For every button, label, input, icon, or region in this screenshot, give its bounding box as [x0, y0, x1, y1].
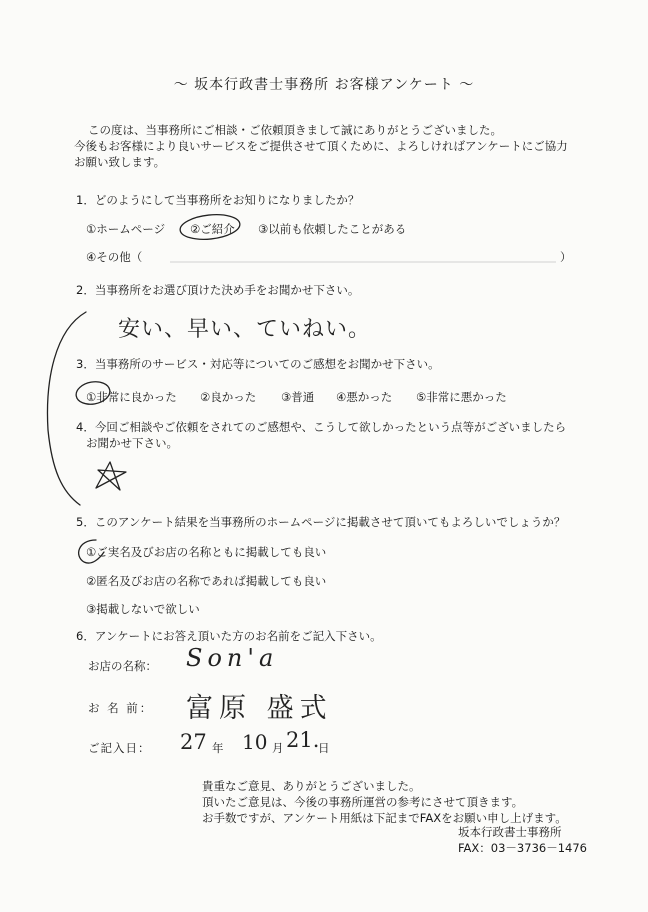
date-month-value: 10: [242, 730, 268, 754]
q5-option-do-not-publish: ③掲載しないで欲しい: [86, 602, 200, 616]
q2-handwritten-answer: 安い、早い、ていねい。: [118, 317, 372, 342]
intro-line-3: お願い致します。: [74, 155, 166, 169]
q2-question: 2．当事務所をお選び頂けた決め手をお聞かせ下さい。: [76, 283, 360, 297]
date-day-value: 21.: [286, 728, 320, 752]
q5-option-anonymous: ②匿名及びお店の名称であれば掲載しても良い: [86, 574, 327, 588]
q1-option-repeat: ③以前も依頼したことがある: [258, 222, 407, 236]
q1-option-referral: ②ご紹介: [190, 222, 235, 236]
q1-option-homepage: ①ホームページ: [86, 222, 166, 236]
q3-question: 3．当事務所のサービス・対応等についてのご感想をお聞かせ下さい。: [76, 357, 440, 371]
q3-option-bad: ④悪かった: [336, 390, 393, 404]
office-fax: FAX：03－3736－1476: [458, 841, 587, 855]
q5-question: 5．このアンケート結果を当事務所のホームページに掲載させて頂いてもよろしいでしょうか？: [76, 515, 566, 529]
q1-question: 1．どのようにして当事務所をお知りになりましたか？: [76, 193, 360, 207]
q5-option-real-name: ①ご実名及びお店の名称ともに掲載しても良い: [86, 545, 327, 559]
office-name: 坂本行政書士事務所: [458, 825, 562, 839]
date-label: ご記入日：: [88, 741, 151, 755]
person-name-value: 富原 盛式: [186, 693, 333, 724]
year-unit: 年: [212, 741, 224, 755]
q3-option-good: ②良かった: [200, 390, 257, 404]
person-name-label: お 名 前：: [88, 701, 154, 715]
q1-option-other: ④その他（: [86, 250, 143, 264]
intro-line-2: 今後もお客様により良いサービスをご提供させて頂くために、よろしければアンケートにご協力: [74, 139, 568, 153]
date-year-value: 27: [180, 730, 207, 754]
q3-option-average: ③普通: [281, 390, 315, 404]
q6-question: 6．アンケートにお答え頂いた方のお名前をご記入下さい。: [76, 629, 382, 643]
shop-name-label: お店の名称：: [88, 659, 157, 673]
q1-other-close: ）: [560, 250, 572, 264]
closing-line-3: お手数ですが、アンケート用紙は下記までFAXをお願い申し上げます。: [202, 811, 567, 825]
page-title: ～ 坂本行政書士事務所 お客様アンケート ～: [173, 77, 475, 93]
q3-option-very-good: ①非常に良かった: [86, 390, 177, 404]
star-doodle-mark: [96, 462, 126, 490]
closing-line-2: 頂いたご意見は、今後の事務所運営の参考にさせて頂きます。: [202, 795, 524, 809]
q3-option-very-bad: ⑤非常に悪かった: [416, 390, 507, 404]
shop-name-value: Son'a: [186, 644, 279, 672]
month-unit: 月: [272, 741, 284, 755]
q4-question-line-2: お聞かせ下さい。: [86, 436, 178, 450]
bracket-stroke-mark: [47, 312, 86, 505]
intro-line-1: この度は、当事務所にご相談・ご依頼頂きまして誠にありがとうございました。: [88, 123, 502, 137]
closing-line-1: 貴重なご意見、ありがとうございました。: [202, 779, 421, 793]
q4-question-line-1: 4．今回ご相談やご依頼をされてのご感想や、こうして欲しかったという点等がございましたら: [76, 420, 567, 434]
day-unit: 日: [318, 741, 330, 755]
